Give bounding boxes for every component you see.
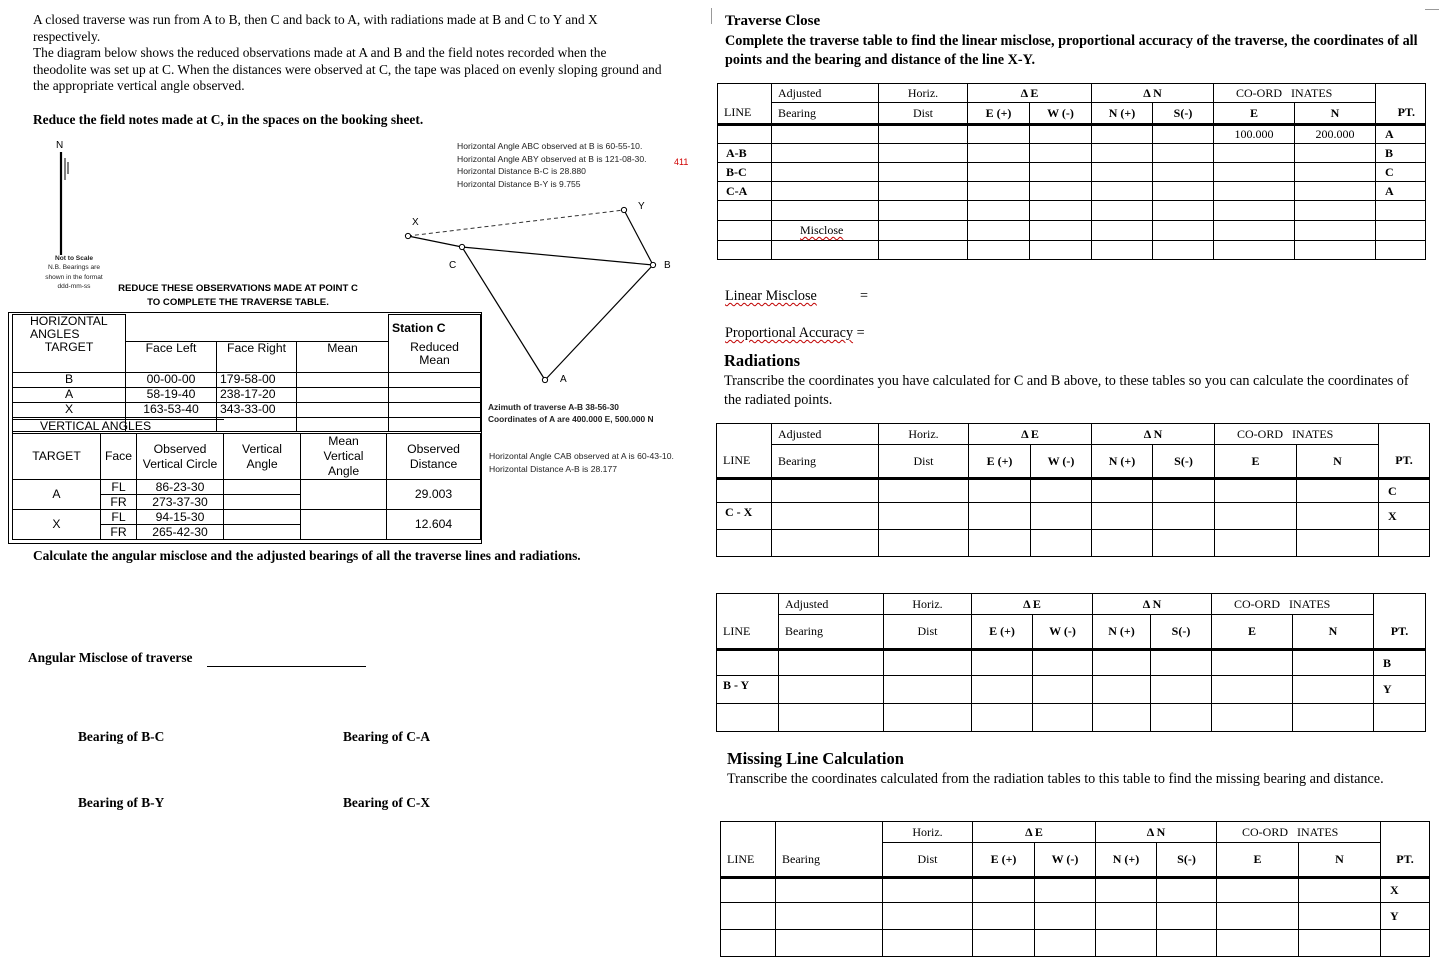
traverse-row-misclose	[718, 221, 1426, 241]
ha-mean-b[interactable]	[297, 372, 389, 387]
hdr-w-minus: W (-)	[1030, 103, 1092, 125]
reduce-heading	[118, 282, 358, 310]
radiation-table-b	[716, 593, 1426, 732]
miss-xy-sm[interactable]	[1157, 903, 1217, 930]
va-face-x-fl: FL	[101, 510, 137, 525]
cell-ca-np[interactable]	[1092, 182, 1153, 201]
point-b-marker	[650, 262, 655, 267]
line-b-y	[624, 210, 653, 265]
intro-paragraph-2: The diagram below shows the reduced observations made at A and B and the field notes recorded when the theodolite was set up at C. When the distances were observed at C, the tape was placed on evenly sloping ground and the appropriate vertical angle observed.	[33, 45, 662, 93]
traverse-row-start	[718, 125, 1426, 144]
rad1-hdr-horiz: Horiz.	[879, 424, 969, 445]
line-bc: B-C	[718, 163, 772, 182]
rad1-cx-np[interactable]	[1092, 503, 1153, 530]
line-ca: C-A	[718, 182, 772, 201]
va-header-face: Face	[101, 434, 137, 480]
va-obs-a-fr: 273-37-30	[137, 495, 224, 510]
miss-hdr-s-minus: S(-)	[1157, 843, 1217, 878]
va-face-x-fr: FR	[101, 525, 137, 540]
miss-xy-bearing[interactable]	[776, 903, 883, 930]
point-a-marker	[542, 377, 547, 382]
rad1-hdr-delta-n: Δ N	[1092, 424, 1215, 445]
angular-misclose-answer-line[interactable]	[207, 666, 366, 667]
ha-header-reduced: Reduced	[410, 340, 459, 354]
bearing-by-label: Bearing of B-Y	[78, 795, 165, 810]
cell-misclose-dist[interactable]	[879, 221, 968, 241]
rad1-hdr-s-minus: S(-)	[1153, 445, 1215, 479]
radiation-table-c	[716, 423, 1430, 557]
rad2-hdr-bearing: Bearing	[779, 615, 884, 650]
cell-ab-sm[interactable]	[1153, 144, 1214, 163]
ha-target-a: A	[13, 387, 126, 402]
rad1-hdr-coord-2: INATES	[1292, 426, 1334, 441]
miss-hdr-delta-e: Δ E	[973, 822, 1096, 843]
rad1-row-cx	[717, 503, 1430, 530]
pt-b: B	[1376, 144, 1426, 163]
margin-mark-left	[711, 8, 712, 24]
ha-header-face-left: Face Left	[126, 341, 217, 372]
ha-header-reduced-mean	[389, 341, 481, 372]
rad2-hdr-dist: Dist	[884, 615, 972, 650]
point-y-label: Y	[638, 201, 645, 212]
vertical-angles-table	[12, 419, 481, 540]
va-mean-a[interactable]	[301, 480, 387, 510]
rad1-hdr-w-minus: W (-)	[1031, 445, 1092, 479]
line-c-x	[408, 236, 462, 247]
hdr-bearing: Bearing	[772, 103, 879, 125]
rad2-line-by: B - Y	[717, 676, 779, 704]
ha-header-face-right: Face Right	[217, 341, 297, 372]
miss-hdr-delta-n: Δ N	[1096, 822, 1217, 843]
bearing-cx-label: Bearing of C-X	[343, 795, 431, 810]
angular-misclose-label: Angular Misclose of traverse	[28, 650, 193, 665]
rad2-hdr-line: LINE	[717, 615, 779, 650]
cell-ca-sm[interactable]	[1153, 182, 1214, 201]
a-observation-notes	[489, 450, 674, 475]
b-note-1: Horizontal Angle ABC observed at B is 60-55-10.	[457, 141, 643, 151]
miss-xy-wm[interactable]	[1035, 903, 1096, 930]
rad1-x-e[interactable]	[1215, 503, 1297, 530]
hdr-s-minus: S(-)	[1153, 103, 1214, 125]
ha-mean-x[interactable]	[297, 402, 389, 417]
rad2-pt-y: Y	[1374, 676, 1426, 704]
station-c-label: Station C	[389, 315, 481, 342]
line-b-c	[462, 247, 653, 265]
miss-xy-dist[interactable]	[883, 903, 973, 930]
missing-line-title: Missing Line Calculation	[727, 749, 904, 768]
cell-bc-bearing[interactable]	[772, 163, 879, 182]
reduce-instruction: Reduce the field notes made at C, in the spaces on the booking sheet.	[33, 112, 424, 127]
ha-mean-a[interactable]	[297, 387, 389, 402]
miss-hdr-coord-1: CO-ORD	[1242, 824, 1289, 839]
radiations-instruction: Transcribe the coordinates you have calculated for C and B above, to these tables so you can calculate the coordinates of the radiated points.	[724, 373, 1409, 408]
va-obs-x-fl: 94-15-30	[137, 510, 224, 525]
point-x-marker	[405, 233, 410, 238]
rad2-by-np[interactable]	[1093, 676, 1151, 704]
hdr-coord-2: INATES	[1291, 85, 1333, 100]
b-observation-notes	[457, 140, 647, 190]
point-b-label: B	[664, 260, 671, 271]
hdr-delta-n: Δ N	[1092, 84, 1214, 103]
hdr-adjusted: Adjusted	[772, 84, 879, 103]
traverse-table	[717, 83, 1426, 260]
cell-ab-e[interactable]	[1214, 144, 1295, 163]
cell-bc-ep[interactable]	[968, 163, 1030, 182]
horizontal-angles-table	[12, 314, 481, 432]
not-to-scale-line-2: N.B. Bearings are	[47, 264, 101, 272]
rad2-hdr-e: E	[1212, 615, 1293, 650]
miss-hdr-coordinates	[1217, 822, 1381, 843]
cell-bc-e[interactable]	[1214, 163, 1295, 182]
miss-hdr-e: E	[1217, 843, 1299, 878]
not-to-scale-line-3: shown in the format	[45, 273, 103, 281]
miss-hdr-n-plus: N (+)	[1096, 843, 1157, 878]
va-title: VERTICAL ANGLES	[13, 420, 224, 434]
north-arrow-icon	[52, 150, 76, 260]
ha-header-mean: Mean	[297, 341, 389, 372]
linear-misclose-row	[725, 288, 817, 305]
traverse-row-ca	[718, 182, 1426, 201]
rad1-hdr-e-plus: E (+)	[969, 445, 1031, 479]
rad1-hdr-pt: PT.	[1379, 445, 1430, 479]
miss-xy-np[interactable]	[1096, 903, 1157, 930]
miss-pt-y: Y	[1381, 903, 1430, 930]
va-header-vertical: Vertical	[242, 441, 283, 456]
va-header-mean-vertical: Vertical	[323, 449, 364, 463]
cell-ca-bearing[interactable]	[772, 182, 879, 201]
coord-a-e: 100.000	[1214, 125, 1295, 144]
rad2-hdr-coord-1: CO-ORD	[1234, 596, 1281, 611]
rad2-hdr-coordinates	[1212, 594, 1374, 615]
cell-misclose-ep[interactable]	[968, 221, 1030, 241]
b-note-3: Horizontal Distance B-C is 28.880	[457, 166, 586, 176]
rad1-hdr-bearing: Bearing	[772, 445, 879, 479]
radiations-title: Radiations	[724, 351, 801, 370]
miss-hdr-horiz: Horiz.	[883, 822, 973, 843]
ha-header-target: TARGET	[13, 341, 126, 372]
cell-ca-e[interactable]	[1214, 182, 1295, 201]
rad2-hdr-coord-2: INATES	[1289, 596, 1331, 611]
miss-y-e[interactable]	[1217, 903, 1299, 930]
ha-target-b: B	[13, 372, 126, 387]
bearing-ca-label: Bearing of C-A	[343, 729, 431, 744]
ha-fr-b: 179-58-00	[217, 372, 297, 387]
miss-hdr-e-plus: E (+)	[973, 843, 1035, 878]
bearing-bc-label: Bearing of B-C	[78, 729, 165, 744]
ha-row-x	[13, 402, 481, 417]
proportional-accuracy-label: Proportional Accuracy	[725, 325, 854, 341]
ha-fl-x: 163-53-40	[126, 402, 217, 417]
ha-fl-a: 58-19-40	[126, 387, 217, 402]
rad1-cx-dist[interactable]	[879, 503, 969, 530]
va-vertical-x-fl[interactable]	[224, 510, 301, 525]
rad2-hdr-horiz: Horiz.	[884, 594, 972, 615]
rad1-pt-c: C	[1379, 479, 1430, 503]
azimuth-note	[488, 402, 654, 425]
cell-misclose-np[interactable]	[1092, 221, 1153, 241]
rad1-hdr-n: N	[1297, 445, 1379, 479]
hdr-n-plus: N (+)	[1092, 103, 1153, 125]
intro-paragraph-1: A closed traverse was run from A to B, then C and back to A, with radiations made at B and C to Y and X respectively.	[33, 12, 598, 44]
cell-ca-dist[interactable]	[879, 182, 968, 201]
rad1-hdr-e: E	[1215, 445, 1297, 479]
hdr-n: N	[1295, 103, 1376, 125]
linear-misclose-equals: =	[860, 288, 869, 304]
va-header-angle: Angle	[246, 456, 278, 471]
ha-fl-b: 00-00-00	[126, 372, 217, 387]
rad2-y-e[interactable]	[1212, 676, 1293, 704]
point-c-label: C	[449, 260, 457, 271]
calc-instruction: Calculate the angular misclose and the adjusted bearings of all the traverse lines and radiations.	[33, 548, 581, 563]
rad1-hdr-delta-e: Δ E	[969, 424, 1092, 445]
cell-misclose-sm[interactable]	[1153, 221, 1214, 241]
ha-reduced-b[interactable]	[389, 372, 481, 387]
rad2-hdr-e-plus: E (+)	[972, 615, 1033, 650]
miss-pt-x: X	[1381, 878, 1430, 903]
reduce-heading-line-2: TO COMPLETE THE TRAVERSE TABLE.	[147, 297, 329, 308]
rad2-by-wm[interactable]	[1033, 676, 1093, 704]
rad2-y-n[interactable]	[1293, 676, 1374, 704]
miss-hdr-bearing: Bearing	[776, 843, 883, 878]
line-a-b	[545, 265, 653, 380]
point-a-label: A	[560, 374, 567, 385]
rad2-hdr-n-plus: N (+)	[1093, 615, 1151, 650]
ha-reduced-x[interactable]	[389, 402, 481, 417]
va-header-observed-vc	[137, 434, 224, 480]
va-header-target: TARGET	[13, 434, 101, 480]
rad1-c-n[interactable]	[1297, 479, 1379, 503]
not-to-scale-note	[34, 254, 114, 291]
ha-target-x: X	[13, 402, 126, 417]
rad2-by-bearing[interactable]	[779, 676, 884, 704]
pt-a-start: A	[1376, 125, 1426, 144]
cell-ab-bearing[interactable]	[772, 144, 879, 163]
hdr-e: E	[1214, 103, 1295, 125]
va-face-a-fl: FL	[101, 480, 137, 495]
cell-ab-n[interactable]	[1295, 144, 1376, 163]
rad1-cx-sm[interactable]	[1153, 503, 1215, 530]
miss-y-n[interactable]	[1299, 903, 1381, 930]
coord-a-n: 200.000	[1295, 125, 1376, 144]
hdr-pt: PT.	[1376, 103, 1426, 125]
rad1-hdr-adjusted: Adjusted	[772, 424, 879, 445]
a-note-2: Horizontal Distance A-B is 28.177	[489, 463, 618, 474]
miss-x-n[interactable]	[1299, 878, 1381, 903]
reduce-heading-line-1: REDUCE THESE OBSERVATIONS MADE AT POINT C	[118, 283, 358, 294]
va-target-a: A	[13, 480, 101, 510]
rad1-pt-x: X	[1379, 503, 1430, 530]
line-x-y	[408, 210, 624, 236]
va-target-x: X	[13, 510, 101, 540]
b-note-2: Horizontal Angle ABY observed at B is 121-08-30.	[457, 153, 647, 164]
hdr-delta-e: Δ E	[968, 84, 1092, 103]
rad2-hdr-delta-n: Δ N	[1093, 594, 1212, 615]
cell-ab-dist[interactable]	[879, 144, 968, 163]
miss-row-x	[721, 878, 1430, 903]
cell-bc-wm[interactable]	[1030, 163, 1092, 182]
pt-a-end: A	[1376, 182, 1426, 201]
miss-hdr-line: LINE	[721, 843, 776, 878]
miss-x-e[interactable]	[1217, 878, 1299, 903]
proportional-accuracy-equals: =	[856, 325, 865, 341]
va-face-a-fr: FR	[101, 495, 137, 510]
ha-fr-a: 238-17-20	[217, 387, 297, 402]
rad1-hdr-line: LINE	[717, 445, 772, 479]
traverse-instruction: Complete the traverse table to find the linear misclose, proportional accuracy of the traverse, the coordinates of all points and the bearing and distance of the line X-Y.	[725, 33, 1418, 68]
cell-ca-n[interactable]	[1295, 182, 1376, 201]
va-header-mean-angle: Angle	[327, 464, 360, 478]
va-vertical-x-fr[interactable]	[224, 525, 301, 540]
hdr-dist: Dist	[879, 103, 968, 125]
rad1-cx-ep[interactable]	[969, 503, 1031, 530]
miss-hdr-pt: PT.	[1381, 843, 1430, 878]
rad1-line-cx: C - X	[717, 503, 772, 530]
cell-ab-ep[interactable]	[968, 144, 1030, 163]
rad2-by-sm[interactable]	[1151, 676, 1212, 704]
page-number: 411	[674, 157, 689, 167]
hdr-line: LINE	[718, 103, 772, 125]
miss-hdr-w-minus: W (-)	[1035, 843, 1096, 878]
rad1-c-e[interactable]	[1215, 479, 1297, 503]
azimuth-line: Azimuth of traverse A-B 38-56-30	[488, 402, 619, 412]
rad2-hdr-s-minus: S(-)	[1151, 615, 1212, 650]
rad2-row-b	[717, 650, 1426, 676]
rad1-hdr-n-plus: N (+)	[1092, 445, 1153, 479]
rad2-pt-b: B	[1374, 650, 1426, 676]
rad2-hdr-delta-e: Δ E	[972, 594, 1093, 615]
hdr-e-plus: E (+)	[968, 103, 1030, 125]
cell-bc-dist[interactable]	[879, 163, 968, 182]
cell-bc-n[interactable]	[1295, 163, 1376, 182]
rad2-b-n[interactable]	[1293, 650, 1374, 676]
rad2-hdr-pt: PT.	[1374, 615, 1426, 650]
rad1-cx-bearing[interactable]	[772, 503, 879, 530]
north-label: N	[56, 140, 64, 151]
rad1-row-c	[717, 479, 1430, 503]
cell-bc-sm[interactable]	[1153, 163, 1214, 182]
va-header-vertical-angle	[224, 434, 301, 480]
ha-title: HORIZONTAL ANGLES	[13, 315, 126, 342]
traverse-row-ab	[718, 144, 1426, 163]
miss-row-xy	[721, 903, 1430, 930]
va-obs-x-fr: 265-42-30	[137, 525, 224, 540]
va-row-x-fl	[13, 510, 481, 525]
point-x-label: X	[412, 217, 419, 228]
missing-line-table	[720, 821, 1430, 957]
ha-header-reduced-2: Mean	[419, 353, 450, 367]
hdr-horiz: Horiz.	[879, 84, 968, 103]
cell-ab-np[interactable]	[1092, 144, 1153, 163]
miss-hdr-n: N	[1299, 843, 1381, 878]
not-to-scale-line-1: Not to Scale	[54, 255, 94, 262]
intro-text	[33, 12, 663, 95]
ha-reduced-a[interactable]	[389, 387, 481, 402]
va-header-mean-va	[301, 434, 387, 480]
cell-ab-wm[interactable]	[1030, 144, 1092, 163]
rad2-hdr-adjusted: Adjusted	[779, 594, 884, 615]
margin-mark-right	[1425, 9, 1439, 10]
a-note-1: Horizontal Angle CAB observed at A is 60-43-10.	[489, 451, 674, 461]
hdr-coordinates	[1214, 84, 1376, 103]
cell-bc-np[interactable]	[1092, 163, 1153, 182]
rad2-hdr-n: N	[1293, 615, 1374, 650]
miss-hdr-dist: Dist	[883, 843, 973, 878]
ha-row-a	[13, 387, 481, 402]
rad1-hdr-coordinates	[1215, 424, 1379, 445]
line-ab: A-B	[718, 144, 772, 163]
va-header-observed: Observed	[153, 441, 207, 456]
va-vertical-a-fl[interactable]	[224, 480, 301, 495]
va-vertical-a-fr[interactable]	[224, 495, 301, 510]
misclose-label: Misclose	[800, 223, 844, 237]
proportional-accuracy-row	[725, 325, 865, 342]
va-row-a-fl	[13, 480, 481, 495]
rad1-hdr-dist: Dist	[879, 445, 969, 479]
cell-misclose-wm[interactable]	[1030, 221, 1092, 241]
missing-line-instruction: Transcribe the coordinates calculated from the radiation tables to this table to find the missing bearing and distance.	[727, 771, 1384, 787]
rad1-cx-wm[interactable]	[1031, 503, 1092, 530]
cell-ca-wm[interactable]	[1030, 182, 1092, 201]
point-c-marker	[459, 244, 464, 249]
va-obs-a-fl: 86-23-30	[137, 480, 224, 495]
va-mean-x[interactable]	[301, 510, 387, 540]
coordinates-a-line: Coordinates of A are 400.000 E, 500.000 N	[488, 413, 654, 424]
rad1-x-n[interactable]	[1297, 503, 1379, 530]
hdr-coord-1: CO-ORD	[1236, 85, 1283, 100]
ha-fr-x: 343-33-00	[217, 402, 297, 417]
va-dist-x: 12.604	[387, 510, 481, 540]
cell-ca-ep[interactable]	[968, 182, 1030, 201]
va-header-mean: Mean	[328, 434, 359, 448]
traverse-row-bc	[718, 163, 1426, 182]
rad2-by-ep[interactable]	[972, 676, 1033, 704]
linear-misclose-label: Linear Misclose	[725, 288, 817, 304]
rad2-b-e[interactable]	[1212, 650, 1293, 676]
traverse-close-title: Traverse Close	[725, 13, 821, 29]
point-y-marker	[621, 207, 626, 212]
va-header-distance: Distance	[409, 456, 458, 471]
ha-row-b	[13, 372, 481, 387]
rad2-row-by	[717, 676, 1426, 704]
miss-hdr-coord-2: INATES	[1297, 824, 1339, 839]
va-header-observed-distance	[387, 434, 481, 480]
not-to-scale-line-4: ddd-mm-ss	[57, 282, 91, 290]
b-note-4: Horizontal Distance B-Y is 9.755	[457, 178, 581, 189]
rad1-hdr-coord-1: CO-ORD	[1237, 426, 1284, 441]
rad2-hdr-w-minus: W (-)	[1033, 615, 1093, 650]
va-header-observed-2: Observed	[407, 441, 460, 456]
pt-c: C	[1376, 163, 1426, 182]
rad2-by-dist[interactable]	[884, 676, 972, 704]
miss-xy-ep[interactable]	[973, 903, 1035, 930]
va-header-vertical-circle: Vertical Circle	[142, 456, 218, 471]
va-dist-a: 29.003	[387, 480, 481, 510]
